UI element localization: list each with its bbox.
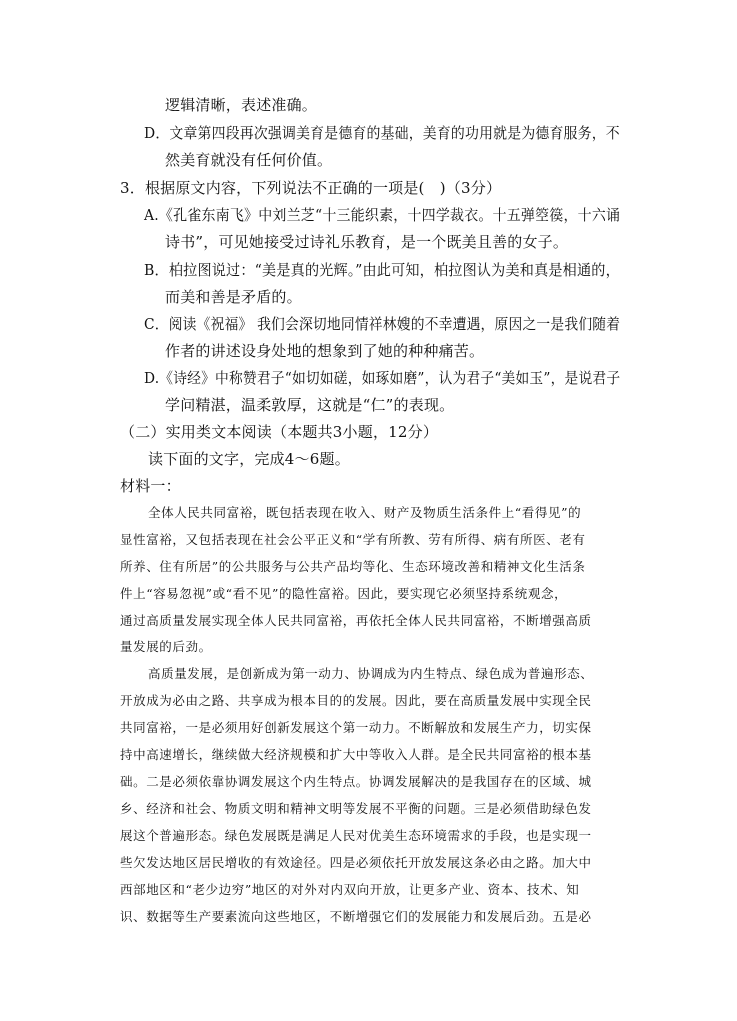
material-line: 高质量发展，是创新成为第一动力、协调成为内生特点、绿色成为普遍形态、	[148, 666, 594, 681]
material-line: 量发展的后劲。	[120, 639, 212, 654]
material-line: 展这个普遍形态。绿色发展既是满足人民对优美生态环境需求的手段，也是实现一	[120, 828, 592, 843]
text-line: 诗书”，可见她接受过诗礼乐教育，是一个既美且善的女子。	[165, 233, 569, 251]
material-line: 西部地区和“老少边穷”地区的对外对内双向开放，让更多产业、资本、技术、知	[120, 882, 580, 897]
section-heading: （二）实用类文本阅读（本题共3小题，12分）	[120, 423, 439, 441]
material-line: 持中高速增长，继续做大经济规模和扩大中等收入人群。是全民共同富裕的根本基	[120, 747, 592, 762]
text-line: 然美育就没有任何价值。	[165, 151, 333, 169]
text-line: 学问精湛，温柔敦厚，这就是“仁”的表现。	[165, 396, 455, 414]
text-line: 而美和善是矛盾的。	[165, 288, 302, 306]
option-c-line: C．阅读《祝福》 我们会深切地同情祥林嫂的不幸遭遇，原因之一是我们随着	[144, 315, 621, 333]
option-d-line: D.《诗经》中称赞君子“如切如磋，如琢如磨”，认为君子“美如玉”，是说君子	[144, 369, 621, 387]
material-heading: 材料一：	[120, 477, 181, 495]
material-line: 础。二是必须依靠协调发展这个内生特点。协调发展解决的是我国存在的区域、城	[120, 774, 592, 789]
material-line: 通过高质量发展实现全体人民共同富裕，再依托全体人民共同富裕，不断增强高质	[120, 613, 592, 628]
text-line: 逻辑清晰，表述准确。	[165, 96, 318, 114]
option-d-line: D．文章第四段再次强调美育是德育的基础，美育的功用就是为德育服务，不	[144, 124, 620, 142]
instruction-line: 读下面的文字，完成4～6题。	[148, 450, 350, 468]
material-line: 显性富裕，又包括表现在社会公平正义和“学有所教、劳有所得、病有所医、老有	[120, 532, 586, 547]
material-line: 全体人民共同富裕，既包括表现在收入、财产及物质生活条件上“看得见”的	[148, 505, 582, 520]
text-line: 作者的讲述设身处地的想象到了她的种种痛苦。	[165, 342, 485, 360]
material-line: 识、数据等生产要素流向这些地区，不断增强它们的发展能力和发展后劲。五是必	[120, 909, 592, 924]
material-line: 件上“容易忽视”或“看不见”的隐性富裕。因此，要实现它必须坚持系统观念，	[120, 586, 568, 601]
material-line: 共同富裕，一是必须用好创新发展这个第一动力。不断解放和发展生产力，切实保	[120, 720, 592, 735]
material-line: 所养、住有所居”的公共服务与公共产品均等化、生态环境改善和精神文化生活条	[120, 559, 586, 574]
material-line: 些欠发达地区居民增收的有效途径。四是必须依托开放发展这条必由之路。加大中	[120, 855, 592, 870]
question-3-stem: 3．根据原文内容，下列说法不正确的一项是( )（3分）	[120, 179, 502, 197]
option-a-line: A.《孔雀东南飞》中刘兰芝“十三能织素，十四学裁衣。十五弹箜篌，十六诵	[144, 206, 621, 224]
option-b-line: B．柏拉图说过：“美是真的光辉。”由此可知，柏拉图认为美和真是相通的，	[144, 261, 620, 279]
material-line: 乡、经济和社会、物质文明和精神文明等发展不平衡的问题。三是必须借助绿色发	[120, 801, 592, 816]
material-line: 开放成为必由之路、共享成为根本目的的发展。因此，要在高质量发展中实现全民	[120, 693, 592, 708]
